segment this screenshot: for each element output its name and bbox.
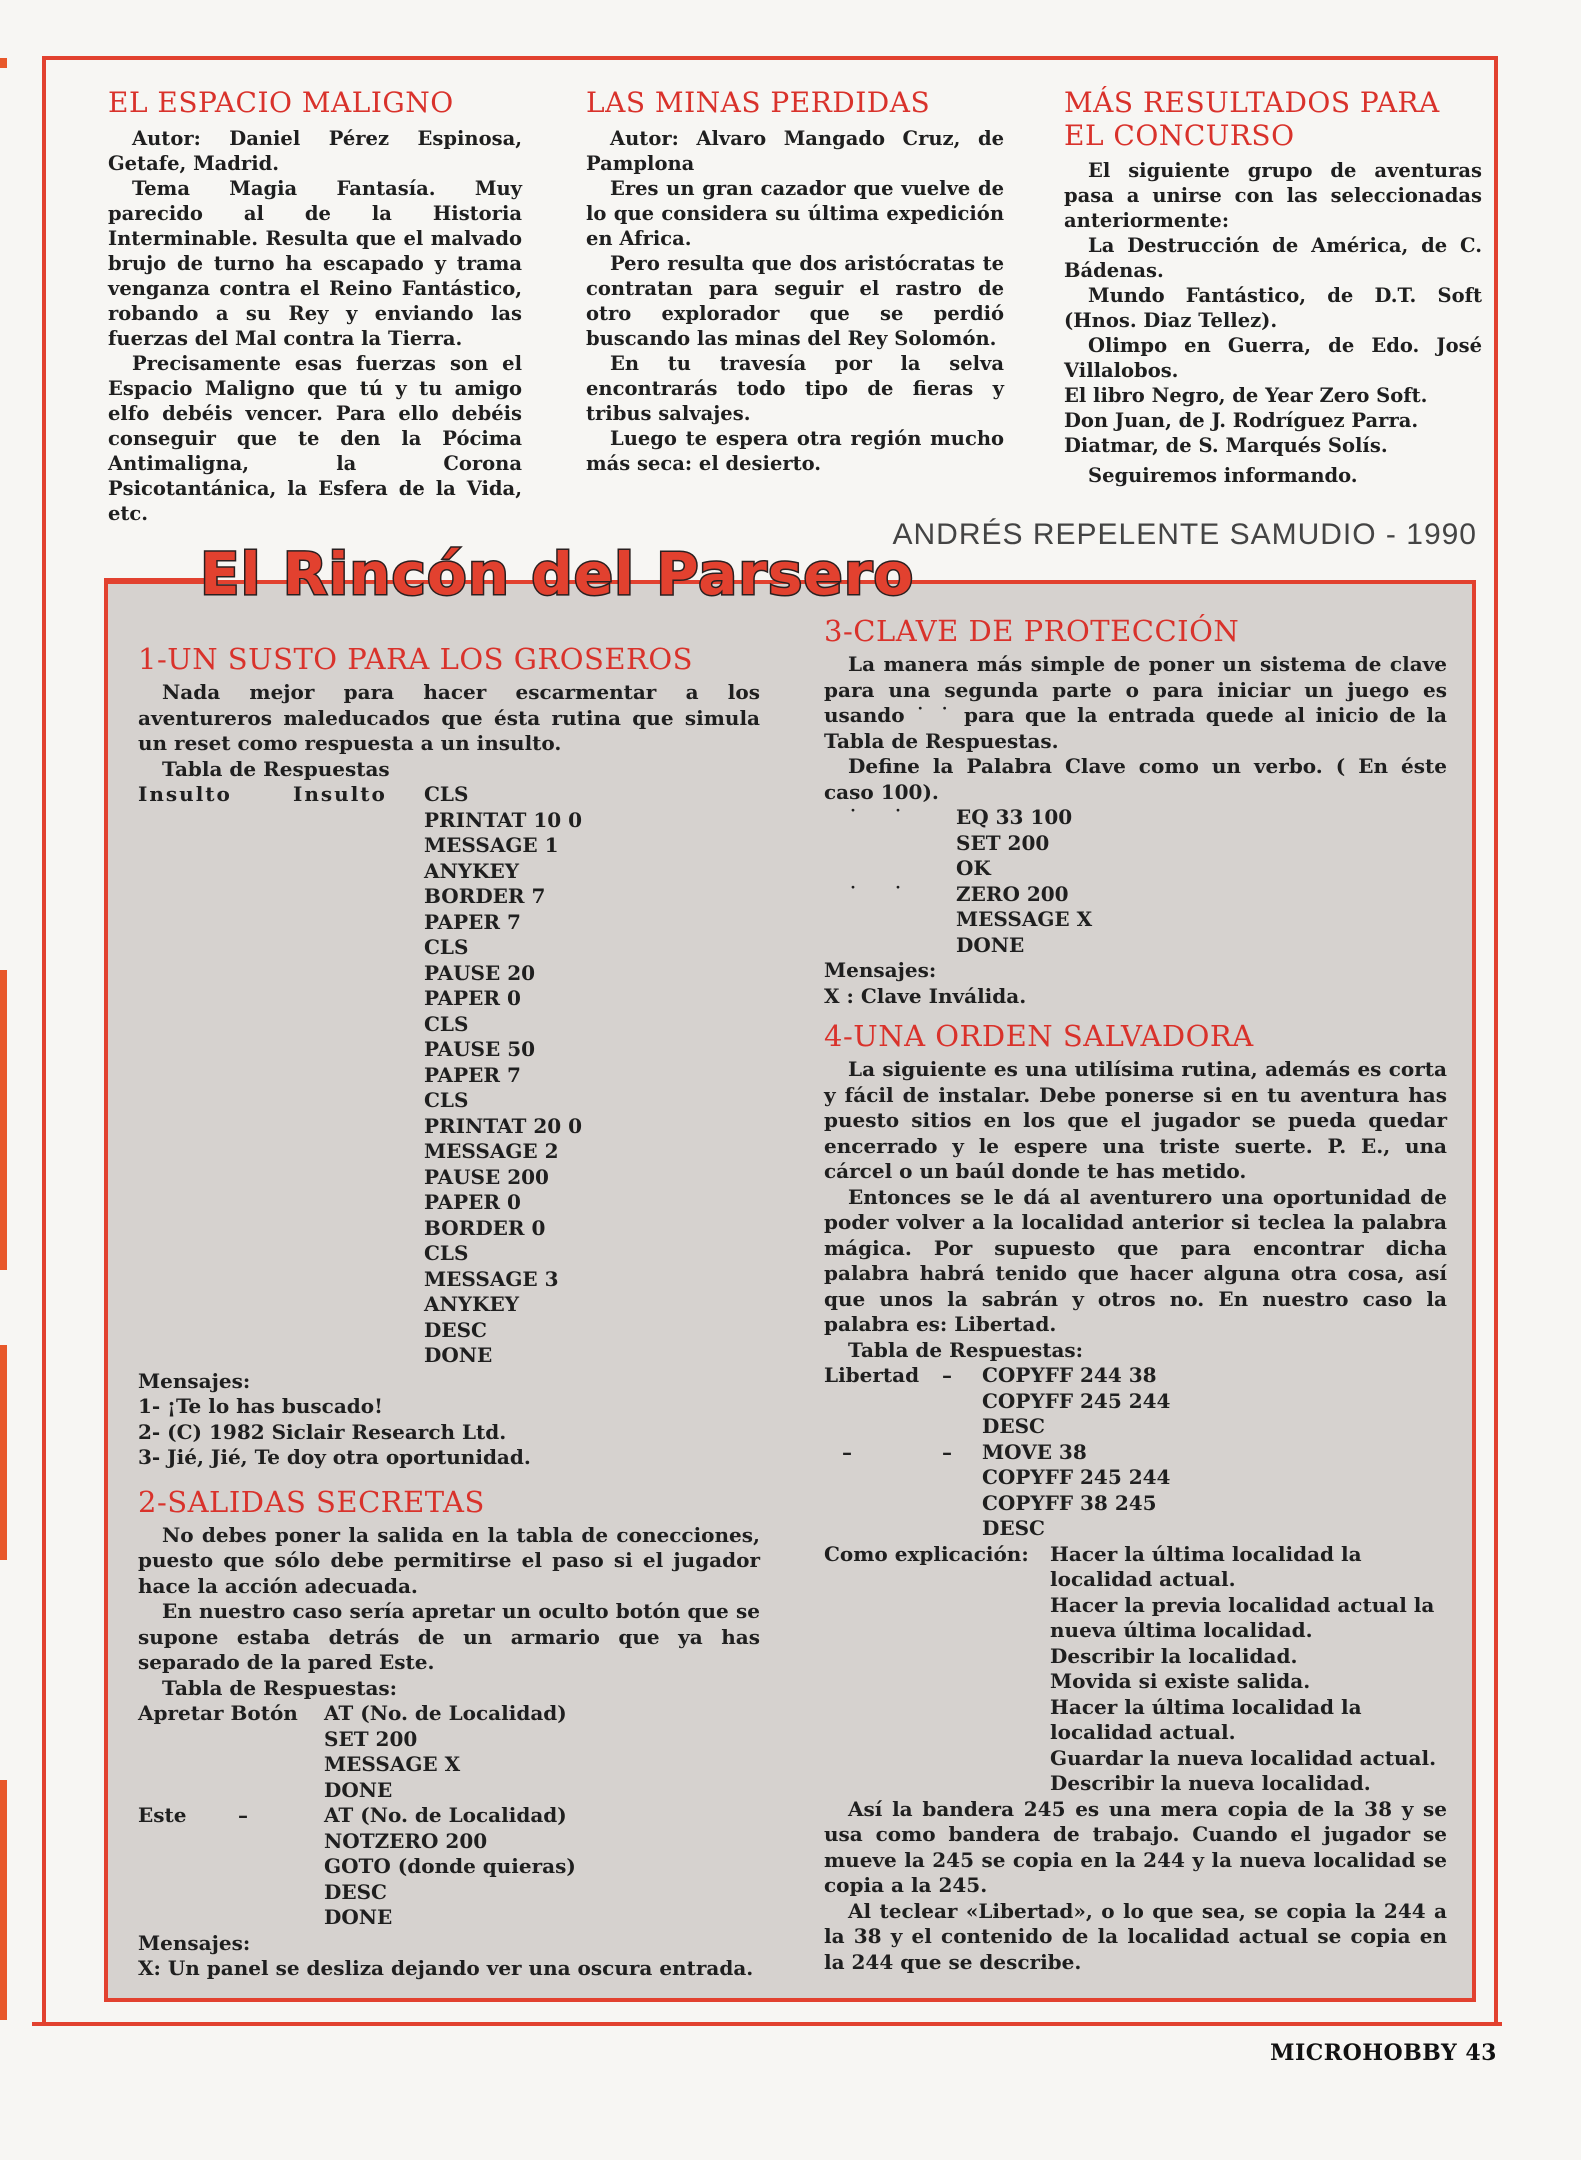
code-line: DESC bbox=[424, 1317, 487, 1342]
subsection-title: 3-CLAVE DE PROTECCIÓN bbox=[824, 614, 1240, 648]
code-line: ANYKEY bbox=[424, 1292, 519, 1316]
code-line: MESSAGE X bbox=[324, 1752, 461, 1776]
paragraph: Autor: Daniel Pérez Espinosa, Getafe, Madrid. bbox=[108, 127, 522, 175]
noun-word: – bbox=[942, 1439, 952, 1464]
message-line: 1- ¡Te lo has buscado! bbox=[138, 1394, 383, 1418]
paragraph: Pero resulta que dos aristócratas te contratan para seguir el rastro de otro explorador que se perdió buscando las minas del Rey Solomón. bbox=[586, 252, 1004, 350]
paragraph: Olimpo en Guerra, de Edo. José Villalobos. bbox=[1064, 334, 1482, 382]
page-footer: MICROHOBBY 43 bbox=[1270, 2040, 1497, 2066]
keyword-dots: ˙ ˙ bbox=[848, 881, 917, 906]
explanation-lines bbox=[1050, 1542, 1447, 1797]
code-block bbox=[824, 882, 1447, 959]
code-line: OK bbox=[956, 856, 991, 880]
article-mas-resultados bbox=[1064, 86, 1482, 488]
paragraph: Eres un gran cazador que vuelve de lo que considera su última expedición en Africa. bbox=[586, 177, 1004, 250]
code-lines bbox=[424, 782, 760, 1369]
paragraph: Seguiremos informando. bbox=[1088, 464, 1358, 487]
subsection-title: 2-SALIDAS SECRETAS bbox=[138, 1484, 485, 1519]
code-line: AT (No. de Localidad) bbox=[324, 1701, 567, 1725]
paragraph: Tema Magia Fantasía. Muy parecido al de la Historia Interminable. Resulta que el malvado brujo de turno ha escapado y trama venganza contra el Reino Fantástico, robando a su Rey y enviando las fuerzas del Mal contra la Tierra. bbox=[108, 177, 522, 350]
code-line: PAUSE 20 bbox=[424, 960, 536, 985]
code-block bbox=[824, 1440, 1447, 1542]
code-line: ZERO 200 bbox=[956, 881, 1069, 906]
code-line: AT (No. de Localidad) bbox=[324, 1803, 567, 1827]
code-line: PAPER 7 bbox=[424, 1062, 521, 1087]
explanation-block bbox=[824, 1542, 1447, 1797]
explanation-line: Hacer la última localidad la localidad actual. bbox=[1050, 1694, 1362, 1744]
explanation-line: Hacer la previa localidad actual la nueva última localidad. bbox=[1050, 1592, 1435, 1642]
left-edge-bar bbox=[0, 1780, 7, 2020]
keyword-dots: ˙ ˙ bbox=[848, 805, 917, 829]
article-el-espacio-maligno bbox=[108, 86, 522, 526]
article-title bbox=[1064, 86, 1482, 152]
verb-word: – bbox=[842, 1439, 852, 1464]
paragraph: Así la bandera 245 es una mera copia de la 38 y se usa como bandera de trabajo. Cuando el jugador se mueve la 245 se copia en la 244 y la nueva localidad se copia a la 245. bbox=[824, 1796, 1447, 1897]
author-credit: ANDRÉS REPELENTE SAMUDIO - 1990 bbox=[892, 518, 1477, 551]
explanation-line: Describir la localidad. bbox=[1050, 1643, 1298, 1668]
title-line: EL CONCURSO bbox=[1064, 119, 1295, 152]
code-line: SET 200 bbox=[324, 1726, 418, 1751]
explanation-line: Movida si existe salida. bbox=[1050, 1669, 1311, 1693]
left-edge-bar bbox=[0, 970, 7, 1270]
paragraph: Entonces se le dá al aventurero una oportunidad de poder volver a la localidad anterior si teclea la palabra mágica. Por supuesto que para encontrar dicha palabra habrá tenido que hacer alguna otra cosa, así que unos la sabrán y otros no. En nuestro caso la palabra es: Libertad. bbox=[824, 1184, 1447, 1336]
code-line: SET 200 bbox=[956, 830, 1050, 855]
code-line: PRINTAT 20 0 bbox=[424, 1113, 583, 1138]
article-las-minas-perdidas bbox=[586, 86, 1004, 476]
section-title: El Rincón del Parsero bbox=[200, 540, 915, 608]
code-line: CLS bbox=[424, 1088, 469, 1112]
code-line: MESSAGE 2 bbox=[424, 1139, 559, 1163]
paragraph: Precisamente esas fuerzas son el Espacio Maligno que tú y tu amigo elfo debéis vencer. Para ello debéis conseguir que te den la Pócima Antimaligna, la Corona Psicotantánica, la Esfera de la Vida, etc. bbox=[108, 352, 522, 525]
message-line: X : Clave Inválida. bbox=[824, 983, 1027, 1008]
code-line: PAPER 0 bbox=[424, 986, 521, 1010]
messages-label: Mensajes: bbox=[138, 1930, 251, 1955]
code-line: DONE bbox=[424, 1343, 493, 1367]
code-lines bbox=[956, 805, 1447, 882]
code-line: DONE bbox=[324, 1905, 393, 1929]
code-block bbox=[138, 782, 760, 1369]
code-line: COPYFF 244 38 bbox=[982, 1363, 1157, 1387]
code-line: CLS bbox=[424, 1241, 469, 1265]
subsection-title: 4-UNA ORDEN SALVADORA bbox=[824, 1019, 1254, 1053]
code-line: PAUSE 50 bbox=[424, 1037, 536, 1061]
panel-rule bbox=[104, 578, 204, 584]
paragraph: La Destrucción de América, de C. Bádenas. bbox=[1064, 234, 1482, 282]
messages-label: Mensajes: bbox=[824, 958, 937, 982]
noun-word: Insulto bbox=[293, 782, 387, 806]
explanation-line: Hacer la última localidad la localidad actual. bbox=[1050, 1541, 1362, 1591]
code-line: MOVE 38 bbox=[982, 1439, 1087, 1464]
paragraph: Tabla de Respuestas: bbox=[848, 1337, 1084, 1362]
paragraph: La siguiente es una utilísima rutina, además es corta y fácil de instalar. Debe ponerse si en tu aventura has puesto sitios en los que el jugador se pueda quedar encerrado y le espere una triste suerte. P. E., una cárcel o un baúl donde te has metido. bbox=[824, 1057, 1447, 1183]
code-line: EQ 33 100 bbox=[956, 805, 1073, 829]
subsection-title: 1-UN SUSTO PARA LOS GROSEROS bbox=[138, 642, 693, 676]
explanation-label: Como explicación: bbox=[824, 1541, 1029, 1566]
parsero-right-column bbox=[824, 614, 1447, 1975]
code-line: PRINTAT 10 0 bbox=[424, 807, 583, 832]
code-line: CLS bbox=[424, 782, 469, 806]
code-line: COPYFF 245 244 bbox=[982, 1388, 1171, 1413]
explanation-line: Guardar la nueva localidad actual. bbox=[1050, 1745, 1437, 1770]
paragraph: Mundo Fantástico, de D.T. Soft (Hnos. Diaz Tellez). bbox=[1064, 284, 1482, 332]
code-line: GOTO (donde quieras) bbox=[324, 1854, 576, 1878]
code-line: BORDER 0 bbox=[424, 1215, 546, 1240]
code-line: NOTZERO 200 bbox=[324, 1828, 488, 1853]
paragraph: Luego te espera otra región mucho más seca: el desierto. bbox=[586, 427, 1004, 475]
code-line: PAUSE 200 bbox=[424, 1164, 549, 1189]
code-line: MESSAGE 3 bbox=[424, 1266, 559, 1291]
paragraph: El siguiente grupo de aventuras pasa a unirse con las seleccionadas anteriormente: bbox=[1064, 159, 1482, 232]
paragraph: En nuestro caso sería apretar un oculto botón que se supone estaba detrás de un armario que ya has separado de la pared Este. bbox=[138, 1599, 760, 1674]
paragraph: No debes poner la salida en la tabla de conecciones, puesto que sólo debe permitirse el paso si el jugador hace la acción adecuada. bbox=[138, 1522, 760, 1598]
code-line: MESSAGE 1 bbox=[424, 833, 559, 857]
article-title: LAS MINAS PERDIDAS bbox=[586, 86, 931, 119]
code-line: DONE bbox=[956, 932, 1025, 957]
message-line: 3- Jié, Jié, Te doy otra oportunidad. bbox=[138, 1445, 531, 1469]
code-lines bbox=[982, 1363, 1447, 1440]
noun-word: – bbox=[942, 1363, 952, 1387]
paragraph: Autor: Alvaro Mangado Cruz, de Pamplona bbox=[586, 127, 1004, 175]
messages-label: Mensajes: bbox=[138, 1368, 251, 1393]
title-line: MÁS RESULTADOS PARA bbox=[1064, 86, 1440, 119]
paragraph: Diatmar, de S. Marqués Solís. bbox=[1064, 434, 1388, 457]
code-line: CLS bbox=[424, 935, 469, 959]
paragraph: El libro Negro, de Year Zero Soft. bbox=[1064, 384, 1428, 407]
code-line: MESSAGE X bbox=[956, 907, 1093, 931]
paragraph: La manera más simple de poner un sistema de clave para una segunda parte o para iniciar un juego es usando ˙ ˙ para que la entrada quede al inicio de la Tabla de Respuestas. bbox=[824, 652, 1447, 753]
code-block bbox=[824, 805, 1447, 882]
code-line: ANYKEY bbox=[424, 858, 519, 883]
code-line: PAPER 0 bbox=[424, 1190, 521, 1214]
paragraph: En tu travesía por la selva encontrarás todo tipo de fieras y tribus salvajes. bbox=[586, 352, 1004, 425]
paragraph: Tabla de Respuestas: bbox=[162, 1675, 398, 1700]
code-line: COPYFF 38 245 bbox=[982, 1490, 1157, 1515]
message-line: X: Un panel se desliza dejando ver una oscura entrada. bbox=[138, 1956, 754, 1980]
message-line: 2- (C) 1982 Siclair Research Ltd. bbox=[138, 1419, 507, 1444]
code-block bbox=[824, 1363, 1447, 1440]
code-line: COPYFF 245 244 bbox=[982, 1465, 1171, 1489]
footer-rule bbox=[32, 2022, 1502, 2026]
code-line: DESC bbox=[982, 1516, 1045, 1540]
code-lines bbox=[956, 882, 1447, 959]
verb-word: Libertad bbox=[824, 1363, 920, 1387]
code-lines bbox=[982, 1440, 1447, 1542]
left-edge-bar bbox=[0, 58, 7, 68]
parsero-left-column bbox=[138, 642, 760, 1982]
paragraph: Al teclear «Libertad», o lo que sea, se copia la 244 a la 38 y el contenido de la localidad actual se copia en la 244 que se describe. bbox=[824, 1898, 1447, 1974]
code-block bbox=[138, 1701, 760, 1803]
paragraph: Nada mejor para hacer escarmentar a los aventureros maleducados que ésta rutina que simula un reset como respuesta a un insulto. bbox=[138, 680, 760, 755]
code-line: DESC bbox=[982, 1414, 1045, 1438]
article-title: EL ESPACIO MALIGNO bbox=[108, 86, 454, 119]
explanation-line: Describir la nueva localidad. bbox=[1050, 1771, 1371, 1795]
verb-word: Apretar Botón bbox=[138, 1701, 298, 1725]
code-line: DESC bbox=[324, 1879, 387, 1904]
code-lines bbox=[324, 1803, 760, 1931]
code-line: PAPER 7 bbox=[424, 909, 521, 934]
code-lines bbox=[324, 1701, 760, 1803]
left-edge-bar bbox=[0, 1345, 7, 1560]
noun-word: – bbox=[238, 1803, 248, 1827]
verb-word: Este bbox=[138, 1803, 187, 1827]
code-line: DONE bbox=[324, 1777, 393, 1802]
code-block bbox=[138, 1803, 760, 1931]
code-line: CLS bbox=[424, 1011, 469, 1036]
paragraph: Define la Palabra Clave como un verbo. ( En éste caso 100). bbox=[824, 754, 1447, 804]
verb-word: Insulto bbox=[138, 782, 232, 806]
paragraph: Tabla de Respuestas bbox=[162, 756, 390, 781]
code-line: BORDER 7 bbox=[424, 884, 546, 908]
paragraph: Don Juan, de J. Rodríguez Parra. bbox=[1064, 409, 1419, 432]
